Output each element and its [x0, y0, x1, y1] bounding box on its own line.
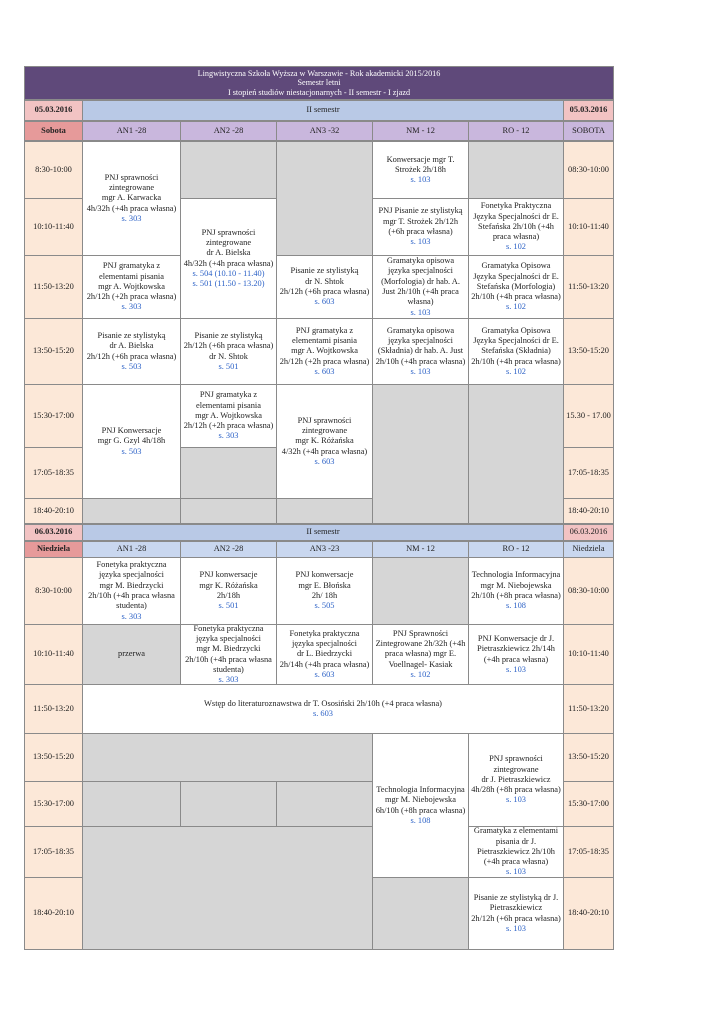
- class-line: PNJ konwersacje: [199, 570, 258, 580]
- time-slot-right-text: 17:05-18:35: [568, 846, 609, 856]
- class-cell-sun-an1-1[interactable]: [82, 557, 181, 625]
- empty-slot: [180, 498, 277, 524]
- class-line: Wstęp do literaturoznawstwa dr T. Ososiński 2h/10h (+4 praca własna): [204, 698, 442, 708]
- empty-slot: [276, 781, 373, 827]
- class-cell-sun-an3-1[interactable]: [276, 557, 373, 625]
- room-label: s. 108: [505, 601, 526, 611]
- time-slot-left: [24, 384, 83, 448]
- time-slot-right-text: 13:50-15:20: [568, 346, 609, 356]
- class-line: mgr K. Różańska: [295, 436, 354, 446]
- room-label: s. 303: [121, 611, 142, 621]
- time-slot-right-text: 11:50-13:20: [568, 281, 609, 291]
- class-line: Gramatyka Opisowa Języka Specjalności dr E. Stefańska (Składnia) 2h/10h (+4h praca własna): [471, 325, 561, 366]
- saturday-day-right: [563, 121, 614, 141]
- time-slot-right: [563, 447, 614, 499]
- class-line: Pisanie ze stylistyką: [194, 330, 263, 340]
- class-cell-sat-nm-1[interactable]: [372, 141, 469, 199]
- saturday-semester-label: [82, 100, 564, 121]
- time-slot-left-text: 18:40-20:10: [33, 505, 74, 515]
- class-cell-sat-nm-2[interactable]: [372, 198, 469, 256]
- class-line: 2h/12h (+6h praca własna): [183, 341, 274, 351]
- time-slot-right: [563, 198, 614, 256]
- class-line: PNJ Pisanie ze stylistyką mgr T. Strożek 2h/12h (+6h praca własna): [378, 206, 463, 236]
- class-cell-sun-an1-2[interactable]: [82, 624, 181, 685]
- time-slot-right-text: 13:50-15:20: [568, 752, 609, 762]
- class-cell-sat-an1-3[interactable]: [82, 318, 181, 385]
- room-label: s. 501: [218, 601, 239, 611]
- class-line: PNJ Sprawności Zintegrowane 2h/32h (+4h praca własna) mgr E. Voellnagel- Kasiak: [375, 628, 466, 669]
- room-label: s. 102: [410, 669, 431, 679]
- time-slot-left: [24, 557, 83, 625]
- time-slot-right-text: 10:10-11:40: [568, 649, 609, 659]
- class-line: mgr K. Różańska: [199, 580, 258, 590]
- empty-slot: [276, 498, 373, 524]
- class-line: mgr M. Biedrzycki: [196, 644, 261, 654]
- time-slot-left: [24, 684, 83, 734]
- sunday-date-left: [24, 524, 83, 541]
- class-line: 4h/32h (+4h praca własna): [183, 258, 274, 268]
- time-slot-right: [563, 384, 614, 448]
- time-slot-right: [563, 733, 614, 782]
- class-cell-sat-an1-2[interactable]: [82, 255, 181, 319]
- room-label: s. 501 (11.50 - 13.20): [192, 279, 265, 289]
- class-line: PNJ Konwersacje: [101, 426, 162, 436]
- title-line: Lingwistyczna Szkoła Wyższa w Warszawie - Rok akademicki 2015/2016: [197, 68, 441, 78]
- class-line: 2h/10h (+4h praca własna studenta): [185, 654, 272, 674]
- sunday-day-left-text: Niedziela: [36, 544, 71, 554]
- class-cell-sun-ro-1[interactable]: [468, 557, 564, 625]
- empty-slot: [180, 781, 277, 827]
- time-slot-right-text: 17:05-18:35: [568, 467, 609, 477]
- class-cell-sat-nm-4[interactable]: [372, 318, 469, 385]
- time-slot-left-text: 15:30-17:00: [33, 410, 74, 420]
- class-line: PNJ gramatyka z elementami pisania: [292, 325, 357, 346]
- group-header-2: [276, 121, 373, 141]
- class-line: PNJ sprawności zintegrowane: [297, 415, 352, 436]
- sunday-day-right-text: Niedziela: [572, 544, 605, 554]
- room-label: s. 103: [410, 366, 431, 376]
- empty-slot: [180, 447, 277, 499]
- class-line: 2h/ 18h: [311, 591, 338, 600]
- saturday-day-left-text: Sobota: [41, 125, 66, 135]
- group-header-1: [180, 541, 277, 558]
- group-header-0-text: AN1 -28: [116, 544, 147, 554]
- room-label: s. 103: [505, 923, 526, 933]
- empty-slot: [468, 384, 564, 524]
- time-slot-left: [24, 198, 83, 256]
- time-slot-right-text: 10:10-11:40: [568, 221, 609, 231]
- class-line: PNJ konwersacje: [295, 570, 354, 580]
- class-line: 2h/10h (+4h praca własna studenta): [88, 591, 175, 611]
- time-slot-right: [563, 826, 614, 878]
- class-line: mgr G. Gzyl 4h/18h: [97, 436, 166, 446]
- empty-slot: [82, 498, 181, 524]
- class-line: PNJ sprawności zintegrowane: [104, 172, 159, 193]
- class-line: dr A. Bielska: [206, 248, 251, 258]
- empty-slot: [82, 781, 181, 827]
- title-line: Semestr letni: [297, 78, 341, 88]
- empty-slot: [372, 877, 469, 950]
- class-cell-sun-ro-7[interactable]: [468, 877, 564, 950]
- class-line: 2h/12h (+6h praca własna): [279, 287, 370, 296]
- time-slot-left-text: 11:50-13:20: [33, 281, 74, 291]
- sunday-semester-label-text: II semestr: [306, 527, 340, 537]
- class-line: Fonetyka praktyczna języka specjalności: [193, 624, 264, 643]
- time-slot-left: [24, 318, 83, 385]
- room-label: s. 603: [314, 297, 335, 307]
- class-cell-sat-ro-1[interactable]: [468, 198, 564, 256]
- class-line: Fonetyka praktyczna języka specjalności: [289, 628, 360, 649]
- room-label: s. 504 (10.10 - 11.40): [192, 268, 265, 278]
- time-slot-left: [24, 498, 83, 524]
- class-cell-sun-ro-2[interactable]: [468, 624, 564, 685]
- class-line: PNJ gramatyka z elementami pisania: [196, 390, 261, 410]
- class-line: PNJ Konwersacje dr J. Pietraszkiewicz 2h/14h (+4h praca własna): [477, 633, 555, 664]
- time-slot-left-text: 15:30-17:00: [33, 798, 74, 808]
- class-line: Fonetyka Praktyczna Języka Specjalności dr E. Stefańska 2h/10h (+4h praca własna): [473, 201, 559, 242]
- room-label: s. 103: [410, 237, 431, 247]
- class-line: PNJ gramatyka z elementami pisania: [99, 261, 164, 281]
- empty-slot: [372, 557, 469, 625]
- group-header-4-text: RO - 12: [502, 544, 530, 554]
- time-slot-left-text: 17:05-18:35: [33, 467, 74, 477]
- sunday-date-left-text: 06.03.2016: [34, 527, 73, 537]
- time-slot-right-text: 18:40-20:10: [568, 908, 609, 918]
- class-line: 4/32h (+4h praca własna): [281, 446, 368, 456]
- time-slot-left: [24, 877, 83, 950]
- sunday-date-right: [563, 524, 614, 541]
- class-cell-sat-ro-2[interactable]: [468, 255, 564, 319]
- group-header-1-text: AN2 -28: [213, 544, 244, 554]
- class-line: PNJ sprawności zintegrowane: [489, 754, 543, 774]
- room-label: s. 603: [314, 669, 335, 679]
- class-line: Gramatyka Opisowa Języka Specjalności dr E. Stefańska (Morfologia) 2h/10h (+4h praca własna): [471, 261, 561, 302]
- time-slot-right: [563, 684, 614, 734]
- class-line: PNJ sprawności zintegrowane: [201, 227, 256, 247]
- class-line: przerwa: [118, 649, 145, 659]
- time-slot-right: [563, 141, 614, 199]
- empty-slot: [276, 141, 373, 256]
- class-line: dr A. Bielska: [109, 341, 154, 351]
- room-label: s. 103: [410, 307, 431, 317]
- time-slot-left-text: 11:50-13:20: [33, 703, 74, 713]
- time-slot-left-text: 10:10-11:40: [33, 649, 74, 659]
- class-cell-sat-an1-4[interactable]: [82, 384, 181, 499]
- class-line: 2h/12h (+6h praca własna): [86, 351, 177, 361]
- class-line: Fonetyka praktyczna języka specjalności: [96, 560, 167, 580]
- saturday-semester-label-text: II semestr: [306, 105, 340, 115]
- room-label: s. 103: [505, 867, 526, 877]
- class-cell-sat-an2-1[interactable]: [180, 198, 277, 319]
- class-line: Pisanie ze stylistyką: [97, 330, 166, 340]
- class-line: 2h/14h (+4h praca własna): [279, 659, 370, 669]
- time-slot-left: [24, 826, 83, 878]
- room-label: s. 108: [410, 815, 431, 825]
- class-line: Technologia Informacyjna mgr M. Niebojewska 2h/10h (+8h praca własna): [471, 570, 561, 600]
- class-cell-sun-an3-2[interactable]: [276, 624, 373, 685]
- sunday-date-right-text: 06.03.2016: [569, 527, 608, 537]
- empty-slot: [468, 141, 564, 199]
- time-slot-left: [24, 255, 83, 319]
- time-slot-right: [563, 498, 614, 524]
- room-label: s. 603: [312, 709, 333, 718]
- time-slot-right-text: 18:40-20:10: [568, 505, 609, 515]
- empty-slot: [372, 384, 469, 524]
- class-line: Gramatyka opisowa języka specjalności (Morfologia) dr hab. A. Just 2h/10h (+4h praca własna): [381, 256, 460, 307]
- room-label: s. 501: [218, 361, 239, 371]
- group-header-0: [82, 121, 181, 141]
- class-cell-sat-ro-3[interactable]: [468, 318, 564, 385]
- class-cell-sun-nm-4[interactable]: [372, 733, 469, 878]
- group-header-4: [468, 121, 564, 141]
- room-label: s. 603: [314, 366, 335, 376]
- saturday-day-left: [24, 121, 83, 141]
- class-line: mgr M. Biedrzycki: [99, 580, 164, 590]
- group-header-0: [82, 541, 181, 558]
- class-cell-sat-an3-3[interactable]: [276, 384, 373, 499]
- saturday-date-left: [24, 100, 83, 121]
- class-line: 4h/32h (+4h praca własna): [86, 203, 177, 213]
- empty-slot: [180, 141, 277, 199]
- class-line: dr L. Biedrzycki: [296, 649, 353, 659]
- time-slot-left-text: 8:30-10:00: [35, 164, 72, 174]
- class-line: Gramatyka opisowa języka specjalności (Składnia) dr hab. A. Just 2h/10h (+4h praca własna): [375, 325, 466, 366]
- page-title: [24, 66, 614, 100]
- class-line: 4h/28h (+8h praca własna): [471, 785, 561, 795]
- room-label: s. 505: [314, 601, 335, 611]
- time-slot-left-text: 17:05-18:35: [33, 846, 74, 856]
- time-slot-left: [24, 781, 83, 827]
- class-line: dr N. Shtok: [209, 351, 248, 361]
- group-header-1: [180, 121, 277, 141]
- class-line: mgr A. Wojtkowska: [195, 410, 262, 420]
- time-slot-right-text: 15:30-17:00: [568, 798, 609, 808]
- class-cell-sat-an2-3[interactable]: [180, 384, 277, 448]
- room-label: s. 303: [121, 302, 142, 312]
- group-header-4: [468, 541, 564, 558]
- time-slot-left: [24, 141, 83, 199]
- time-slot-right: [563, 255, 614, 319]
- class-cell-sat-an1-1[interactable]: [82, 141, 181, 256]
- group-header-2-text: AN3 -23: [309, 544, 340, 554]
- time-slot-right: [563, 877, 614, 950]
- group-header-3: [372, 121, 469, 141]
- class-cell-sun-an2-1[interactable]: [180, 557, 277, 625]
- saturday-date-right: [563, 100, 614, 121]
- class-line: Pisanie ze stylistyką dr J. Pietraszkiewicz: [473, 892, 559, 913]
- class-line: 2h/12h (+2h praca własna): [279, 356, 370, 366]
- class-line: Gramatyka z elementami pisania dr J. Pietraszkiewicz 2h/10h (+4h praca własna): [473, 826, 559, 867]
- class-line: dr J. Pietraszkiewicz: [481, 774, 551, 784]
- room-label: s. 102: [505, 302, 526, 312]
- class-cell-sun-ro-4[interactable]: [468, 733, 564, 827]
- group-header-2-text: AN3 -32: [309, 125, 340, 135]
- class-cell-sun-ro-6[interactable]: [468, 826, 564, 878]
- room-label: s. 103: [505, 664, 526, 674]
- class-cell-sat-an3-1[interactable]: [276, 255, 373, 319]
- class-line: mgr A. Wojtkowska: [98, 281, 165, 291]
- class-line: mgr E. Błońska: [298, 580, 351, 590]
- class-cell-sat-nm-3[interactable]: [372, 255, 469, 319]
- saturday-day-right-text: SOBOTA: [572, 125, 605, 135]
- room-label: s. 303: [218, 675, 239, 685]
- time-slot-right: [563, 624, 614, 685]
- empty-slot: [82, 733, 373, 782]
- time-slot-right-text: 15.30 - 17.00: [566, 410, 611, 420]
- time-slot-right-text: 11:50-13:20: [568, 703, 609, 713]
- time-slot-left-text: 10:10-11:40: [33, 221, 74, 231]
- time-slot-right-text: 08:30-10:00: [568, 585, 609, 595]
- saturday-date-left-text: 05.03.2016: [34, 105, 73, 115]
- class-cell-sat-an3-2[interactable]: [276, 318, 373, 385]
- time-slot-left: [24, 733, 83, 782]
- room-label: s. 103: [505, 795, 526, 805]
- time-slot-left: [24, 447, 83, 499]
- time-slot-left-text: 13:50-15:20: [33, 346, 74, 356]
- room-label: s. 103: [410, 175, 431, 185]
- time-slot-left-text: 8:30-10:00: [35, 585, 72, 595]
- group-header-3-text: NM - 12: [406, 125, 435, 135]
- group-header-1-text: AN2 -28: [213, 125, 244, 135]
- class-line: Konwersacje mgr T. Strożek 2h/18h: [386, 154, 455, 174]
- room-label: s. 303: [121, 213, 142, 223]
- time-slot-right: [563, 557, 614, 625]
- time-slot-left-text: 18:40-20:10: [33, 908, 74, 918]
- group-header-3: [372, 541, 469, 558]
- sunday-day-right: [563, 541, 614, 558]
- class-line: 2h/12h (+2h praca własna): [183, 421, 274, 431]
- room-label: s. 503: [121, 446, 142, 456]
- empty-slot: [82, 826, 373, 950]
- class-line: dr N. Shtok: [305, 276, 344, 286]
- room-label: s. 303: [218, 431, 239, 441]
- time-slot-left-text: 13:50-15:20: [33, 752, 74, 762]
- class-cell-sat-an2-2[interactable]: [180, 318, 277, 385]
- room-label: s. 102: [505, 366, 526, 376]
- class-cell-sun-nm-2[interactable]: [372, 624, 469, 685]
- time-slot-right-text: 08:30-10:00: [568, 164, 609, 174]
- class-line: Pisanie ze stylistyką: [290, 266, 359, 276]
- group-header-4-text: RO - 12: [502, 125, 530, 135]
- class-cell-sun-an2-2[interactable]: [180, 624, 277, 685]
- class-line: 2h/12h (+6h praca własna): [471, 913, 561, 923]
- title-line: I stopień studiów niestacjonarnych - II semestr - I zjazd: [227, 87, 411, 97]
- sunday-day-left: [24, 541, 83, 558]
- time-slot-right: [563, 318, 614, 385]
- room-label: s. 503: [121, 361, 142, 371]
- class-cell-sun-all-3[interactable]: [82, 684, 564, 734]
- sunday-semester-label: [82, 524, 564, 541]
- time-slot-right: [563, 781, 614, 827]
- saturday-date-right-text: 05.03.2016: [569, 105, 608, 115]
- group-header-2: [276, 541, 373, 558]
- class-line: mgr A. Wojtkowska: [291, 346, 358, 356]
- group-header-0-text: AN1 -28: [116, 125, 147, 135]
- class-line: 2h/12h (+2h praca własna): [86, 292, 177, 302]
- time-slot-left: [24, 624, 83, 685]
- room-label: s. 102: [505, 242, 526, 252]
- room-label: s. 603: [314, 456, 335, 466]
- class-line: 2h/18h: [216, 591, 241, 600]
- group-header-3-text: NM - 12: [406, 544, 435, 554]
- class-line: mgr A. Karwacka: [101, 193, 162, 203]
- class-line: Technologia Informacyjna mgr M. Niebojewska 6h/10h (+8h praca własna): [375, 784, 466, 815]
